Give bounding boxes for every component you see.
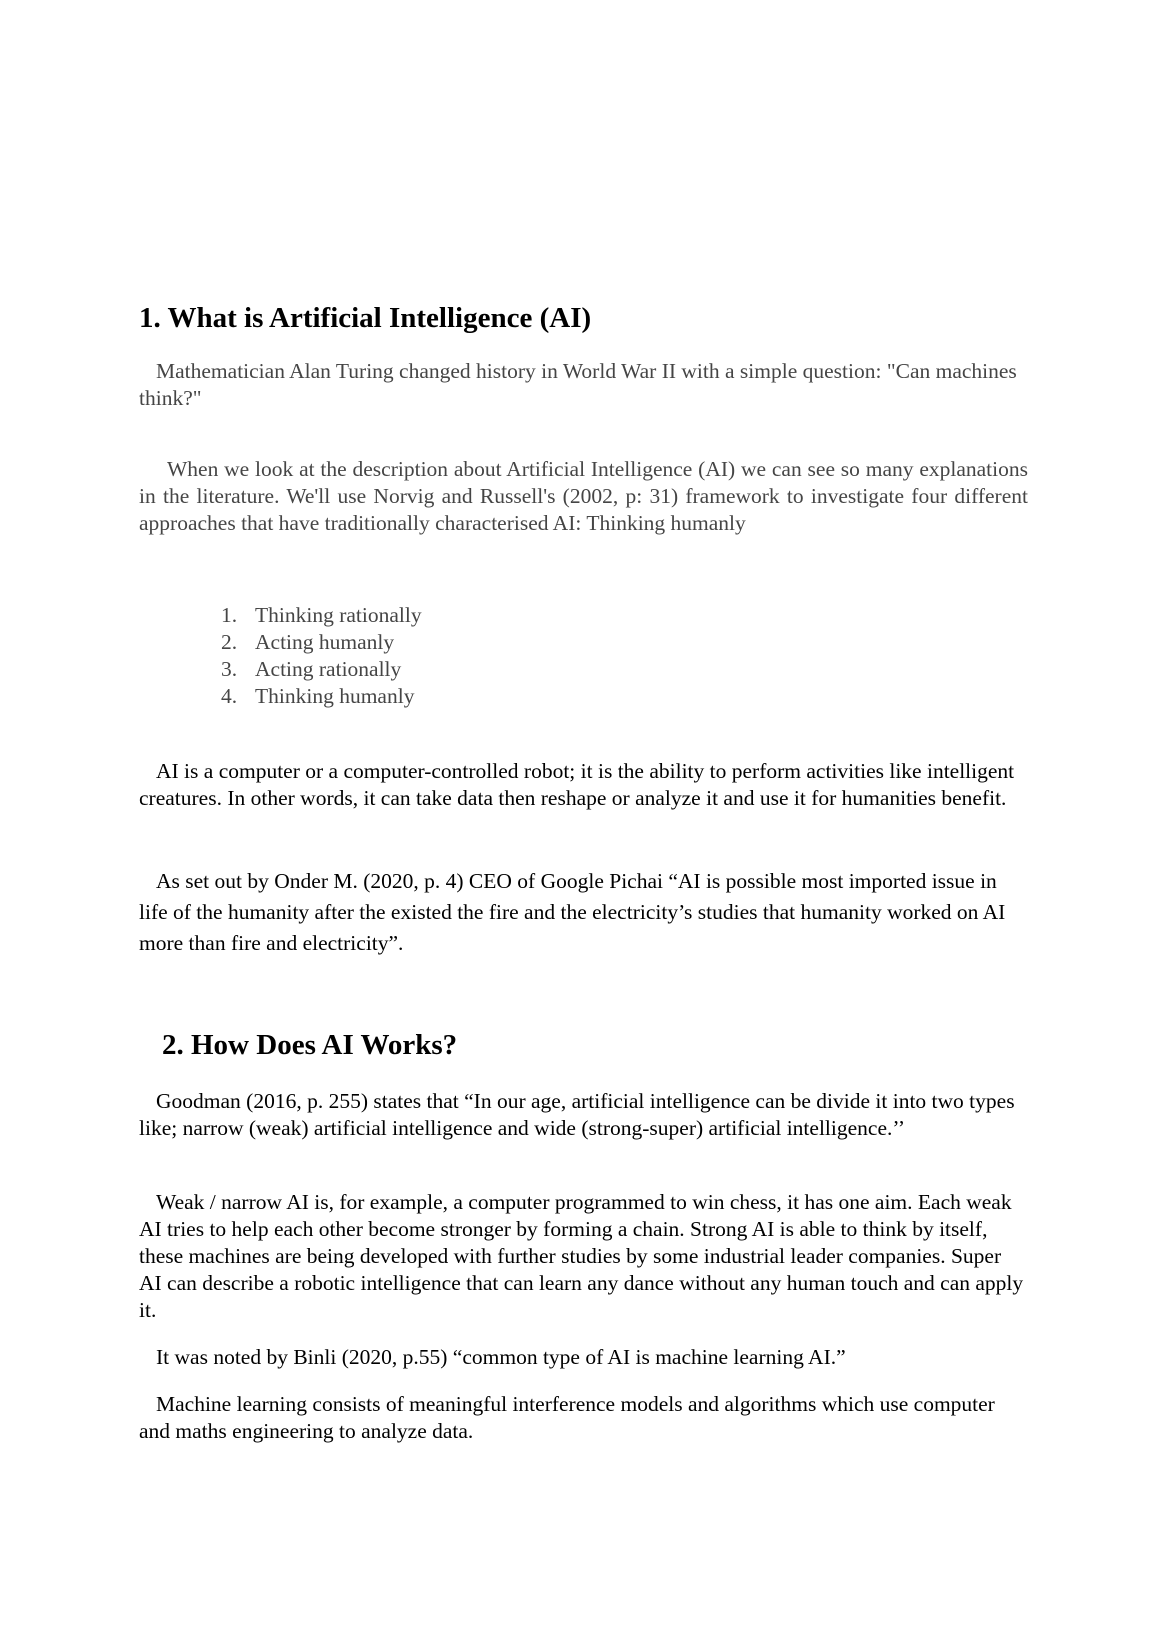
section1-paragraph-norvig-russell: When we look at the description about Artificial Intelligence (AI) we can see so many explanations in the literature. We'll use Norvig and Russell's (2002, p: 31) framework to investigate four different approaches that have traditionally characterised AI: Thinking humanly [139, 457, 1028, 535]
list-item: 1. Thinking rationally [221, 603, 422, 627]
list-item: 4. Thinking humanly [221, 684, 415, 708]
approaches-list [218, 602, 718, 710]
section2-paragraph-binli: It was noted by Binli (2020, p.55) “common type of AI is machine learning AI.” [156, 1345, 846, 1369]
section1-paragraph-pichai-quote: As set out by Onder M. (2020, p. 4) CEO of Google Pichai “AI is possible most imported issue in life of the humanity after the existed the fire and the electricity’s studies that humanity worked on AI more than fire and electricity”. [139, 869, 1006, 955]
section1-paragraph-turing: Mathematician Alan Turing changed history in World War II with a simple question: "Can machines think?" [139, 359, 1017, 410]
section2-paragraph-weak-strong: Weak / narrow AI is, for example, a computer programmed to win chess, it has one aim. Each weak AI tries to help each other become stronger by forming a chain. Strong AI is able to think by itself, these machines are being developed with further studies by some industrial leader companies. Super AI can describe a robotic intelligence that can learn any dance without any human touch and can apply it. [139, 1190, 1024, 1322]
section2-heading: 2. How Does AI Works? [162, 1029, 458, 1061]
section1-paragraph-definition: AI is a computer or a computer-controlled robot; it is the ability to perform activities like intelligent creatures. In other words, it can take data then reshape or analyze it and use it for humanities benefit. [139, 759, 1015, 810]
section1-heading: 1. What is Artificial Intelligence (AI) [139, 302, 592, 334]
section2-paragraph-machine-learning: Machine learning consists of meaningful interference models and algorithms which use computer and maths engineering to analyze data. [139, 1392, 995, 1443]
list-item: 2. Acting humanly [221, 630, 395, 654]
list-item: 3. Acting rationally [221, 657, 402, 681]
section2-paragraph-goodman: Goodman (2016, p. 255) states that “In our age, artificial intelligence can be divide it into two types like; narrow (weak) artificial intelligence and wide (strong-super) artificial intelligence.’’ [139, 1089, 1015, 1140]
